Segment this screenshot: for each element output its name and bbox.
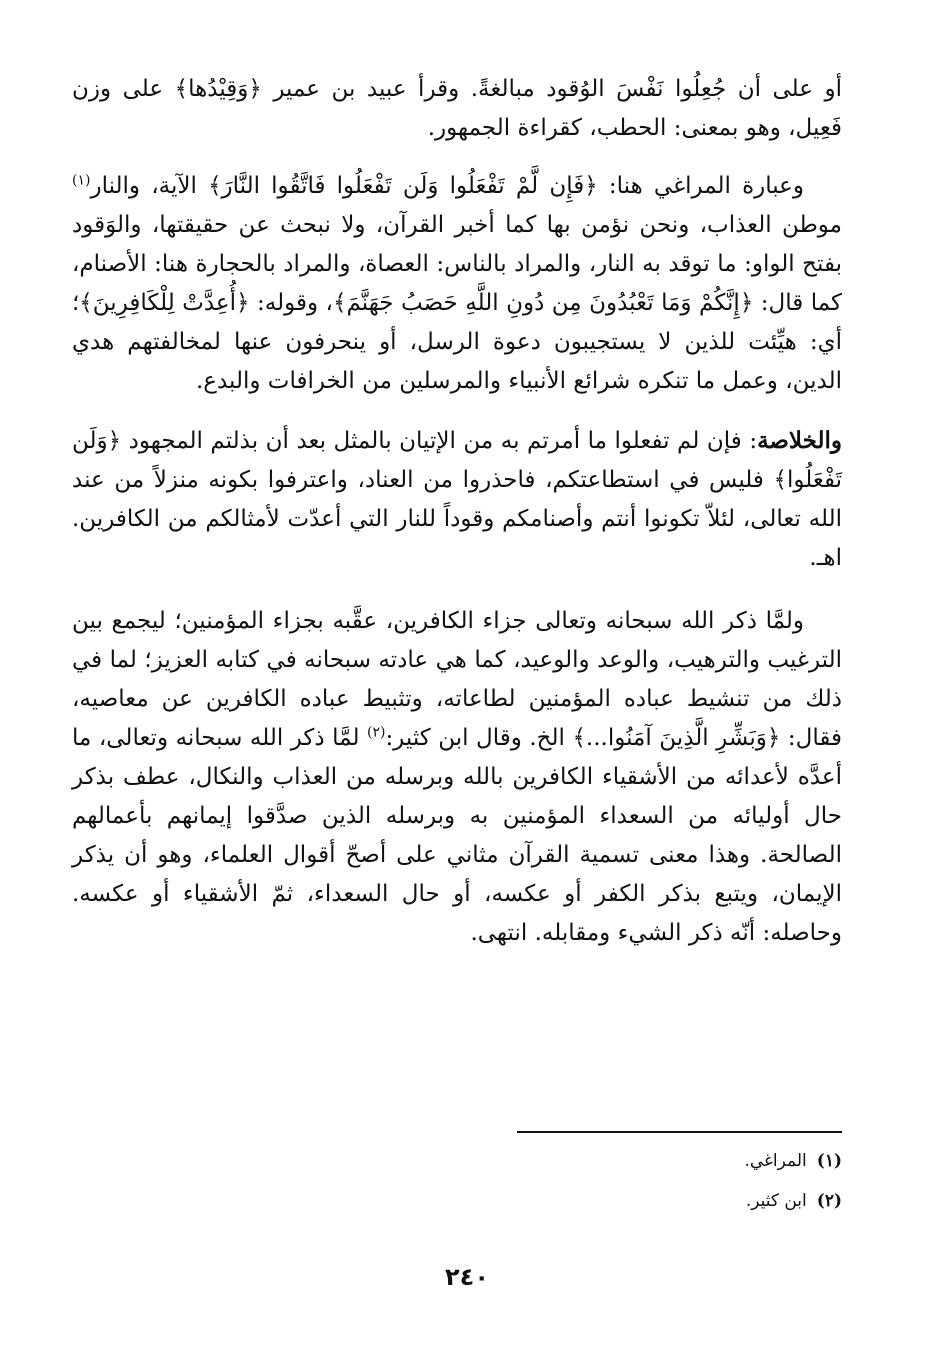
quran-verse: ﴿فَإِن لَّمْ تَفْعَلُوا وَلَن تَفْعَلُوا فَاتَّقُوا النَّارَ﴾ <box>208 173 598 199</box>
footnote-1 <box>342 1148 842 1174</box>
footnote-2 <box>342 1188 842 1214</box>
paragraph-2 <box>72 167 842 401</box>
footnote-2-number: (٢) <box>816 1191 842 1211</box>
footnotes-section <box>342 1148 842 1228</box>
paragraph-1 <box>72 70 842 148</box>
main-text-block <box>72 70 842 953</box>
footnote-1-text: المراغي. <box>744 1151 807 1171</box>
summary-heading: والخلاصة <box>757 427 842 454</box>
footnote-divider <box>517 1131 842 1133</box>
footnote-ref-2[interactable]: (٢) <box>366 724 386 741</box>
paragraph-3-text: : فإن لم تفعلوا ما أمرتم به من الإتيان بالمثل بعد أن بذلتم المجهود ﴿وَلَن تَفْعَلُوا﴾ فليس في استطاعتكم، فاحذروا من العناد، واعترفوا بكونه منزلاً من عند الله تعالى، لئلاّ تكونوا أنتم وأصنامكم وقوداً للنار التي أعدّت لأمثالكم من الكافرين. اهـ. <box>72 428 842 571</box>
paragraph-1-text: أو على أن جُعِلُوا نَفْسَ الوُقود مبالغةً. وقرأ عبيد بن عمير ﴿وَقِيْدُها﴾ على وزن فَعِيل، وهو بمعنى: الحطب، كقراءة الجمهور. <box>72 76 842 141</box>
footnote-2-text: ابن كثير. <box>745 1191 807 1211</box>
paragraph-4-after: لمَّا ذكر الله سبحانه وتعالى، ما أعدَّه لأعدائه من الأشقياء الكافرين بالله وبرسله من العذاب والنكال، عطف بذكر حال أوليائه من السعداء المؤمنين به وبرسله الذين صدَّقوا إيمانهم بأعمالهم الصالحة. وهذا معنى تسمية القرآن مثاني على أصحّ أقوال العلماء، وهو أن يذكر الإيمان، ويتبع بذكر الكفر أو عكسه، أو حال السعداء، ثمّ الأشقياء أو عكسه. وحاصله: أنّه ذكر الشيء ومقابله. انتهى. <box>72 725 842 946</box>
paragraph-2-after: الآية، والنار <box>90 173 209 199</box>
paragraph-2-rest: موطن العذاب، ونحن نؤمن بها كما أخبر القرآن، ولا نبحث عن حقيقتها، والوَقود بفتح الواو: ما توقد به النار، والمراد بالناس: العصاة، والمراد بالحجارة هنا: الأصنام، كما قال: ﴿إِنَّكُمْ وَمَا تَعْبُدُونَ مِن دُونِ اللَّهِ حَصَبُ جَهَنَّمَ﴾، وقوله: ﴿أُعِدَّتْ لِلْكَافِرِينَ﴾؛ أي: هيِّئت للذين لا يستجيبون دعوة الرسل، أو ينحرفون عنها لمخالفتهم هدي الدين، وعمل ما تنكره شرائع الأنبياء والمرسلين من الخرافات والبدع. <box>72 212 842 394</box>
paragraph-3 <box>72 421 842 578</box>
footnote-1-number: (١) <box>816 1151 842 1171</box>
page-number: ٢٤٠ <box>445 1263 489 1291</box>
paragraph-4 <box>72 602 842 953</box>
footnote-ref-1[interactable]: (١) <box>72 172 91 189</box>
paragraph-2-intro: وعبارة المراغي هنا: <box>597 173 805 199</box>
paragraph-4-before: ولمَّا ذكر الله سبحانه وتعالى جزاء الكافرين، عقَّبه بجزاء المؤمنين؛ ليجمع بين الترغيب والترهيب، والوعد والوعيد، كما هي عادته سبحانه في كتابه العزيز؛ لما في ذلك من تنشيط عباده المؤمنين لطاعاته، وتثبيط عباده الكافرين عن معاصيه، فقال: ﴿وَبَشِّرِ الَّذِينَ آمَنُوا...﴾ الخ. وقال ابن كثير: <box>72 608 842 751</box>
